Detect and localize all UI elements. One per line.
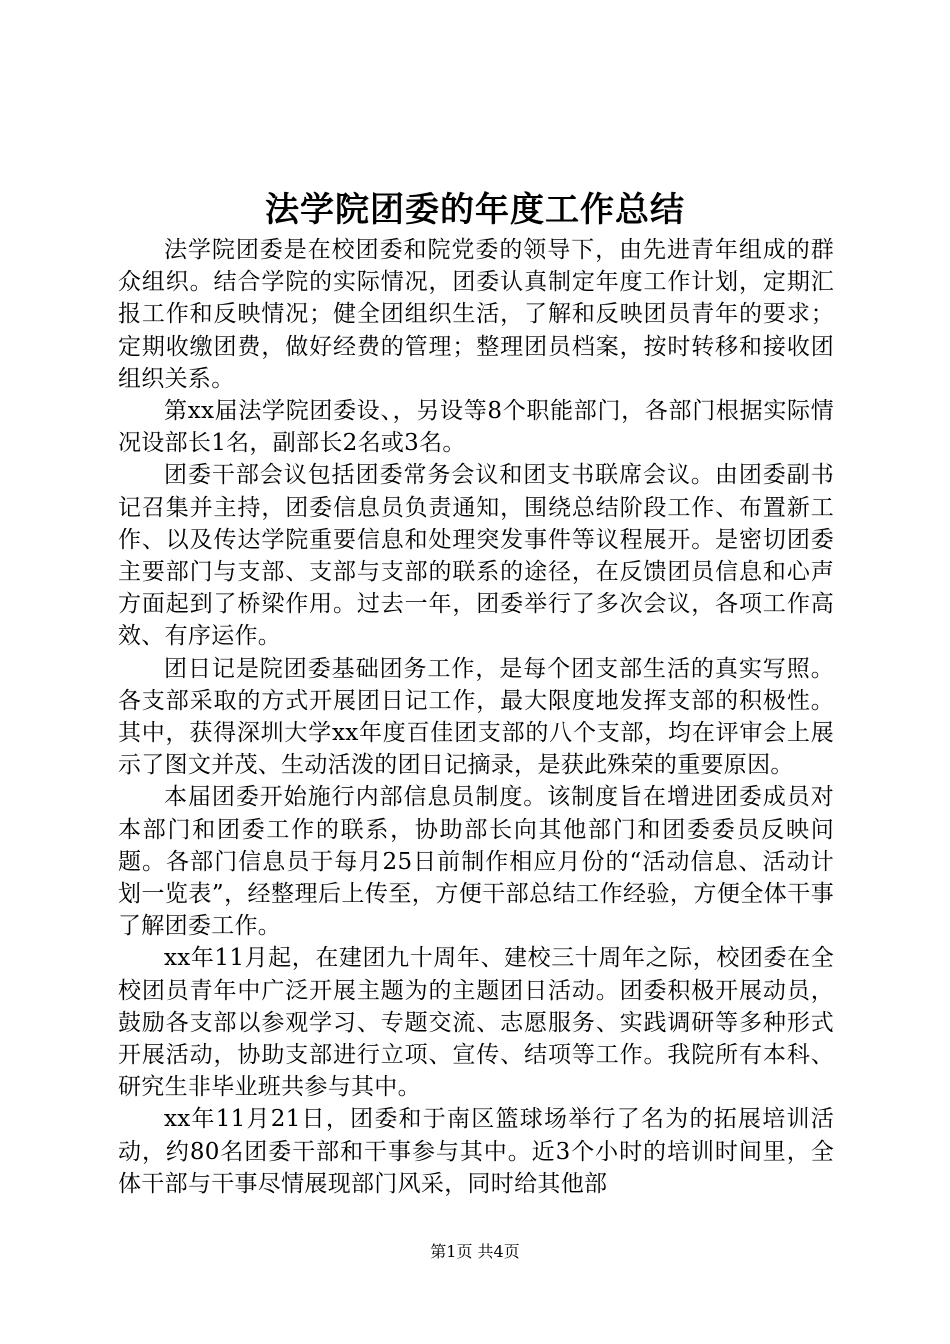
paragraph-6: xx年11月起，在建团九十周年、建校三十周年之际，校团委在全校团员青年中广泛开展主题为的主题团日活动。团委积极开展动员，鼓励各支部以参观学习、专题交流、志愿服务、实践调研等多种形式开展活动，协助支部进行立项、宣传、结项等工作。我院所有本科、研究生非毕业班共参与其中。 <box>118 945 834 1101</box>
page-number-footer: 第1页 共4页 <box>430 1242 520 1261</box>
paragraph-2: 第xx届法学院团委设、，另设等8个职能部门，各部门根据实际情况设部长1名，副部长2名或3名。 <box>118 398 834 457</box>
document-body <box>118 234 834 1200</box>
paragraph-3: 团委干部会议包括团委常务会议和团支书联席会议。由团委副书记召集并主持，团委信息员负责通知，围绕总结阶段工作、布置新工作、以及传达学院重要信息和处理突发事件等议程展开。是密切团委主要部门与支部、支部与支部的联系的途径，在反馈团员信息和心声方面起到了桥梁作用。过去一年，团委举行了多次会议，各项工作高效、有序运作。 <box>118 462 834 650</box>
paragraph-4: 团日记是院团委基础团务工作，是每个团支部生活的真实写照。各支部采取的方式开展团日记工作，最大限度地发挥支部的积极性。其中，获得深圳大学xx年度百佳团支部的八个支部，均在评审会上展示了图文并茂、生动活泼的团日记摘录，是获此殊荣的重要原因。 <box>118 655 834 779</box>
document-title: 法学院团委的年度工作总结 <box>265 190 685 230</box>
paragraph-5: 本届团委开始施行内部信息员制度。该制度旨在增进团委成员对本部门和团委工作的联系，协助部长向其他部门和团委委员反映问题。各部门信息员于每月25日前制作相应月份的“活动信息、活动计划一览表”，经整理后上传至，方便干部总结工作经验，方便全体干事了解团委工作。 <box>118 784 834 940</box>
paragraph-1: 法学院团委是在校团委和院党委的领导下，由先进青年组成的群众组织。结合学院的实际情况，团委认真制定年度工作计划，定期汇报工作和反映情况；健全团组织生活，了解和反映团员青年的要求；定期收缴团费，做好经费的管理；整理团员档案，按时转移和接收团组织关系。 <box>118 237 834 392</box>
paragraph-7: xx年11月21日，团委和于南区篮球场举行了名为的拓展培训活动，约80名团委干部和干事参与其中。近3个小时的培训时间里，全体干部与干事尽情展现部门风采，同时给其他部 <box>118 1106 834 1197</box>
